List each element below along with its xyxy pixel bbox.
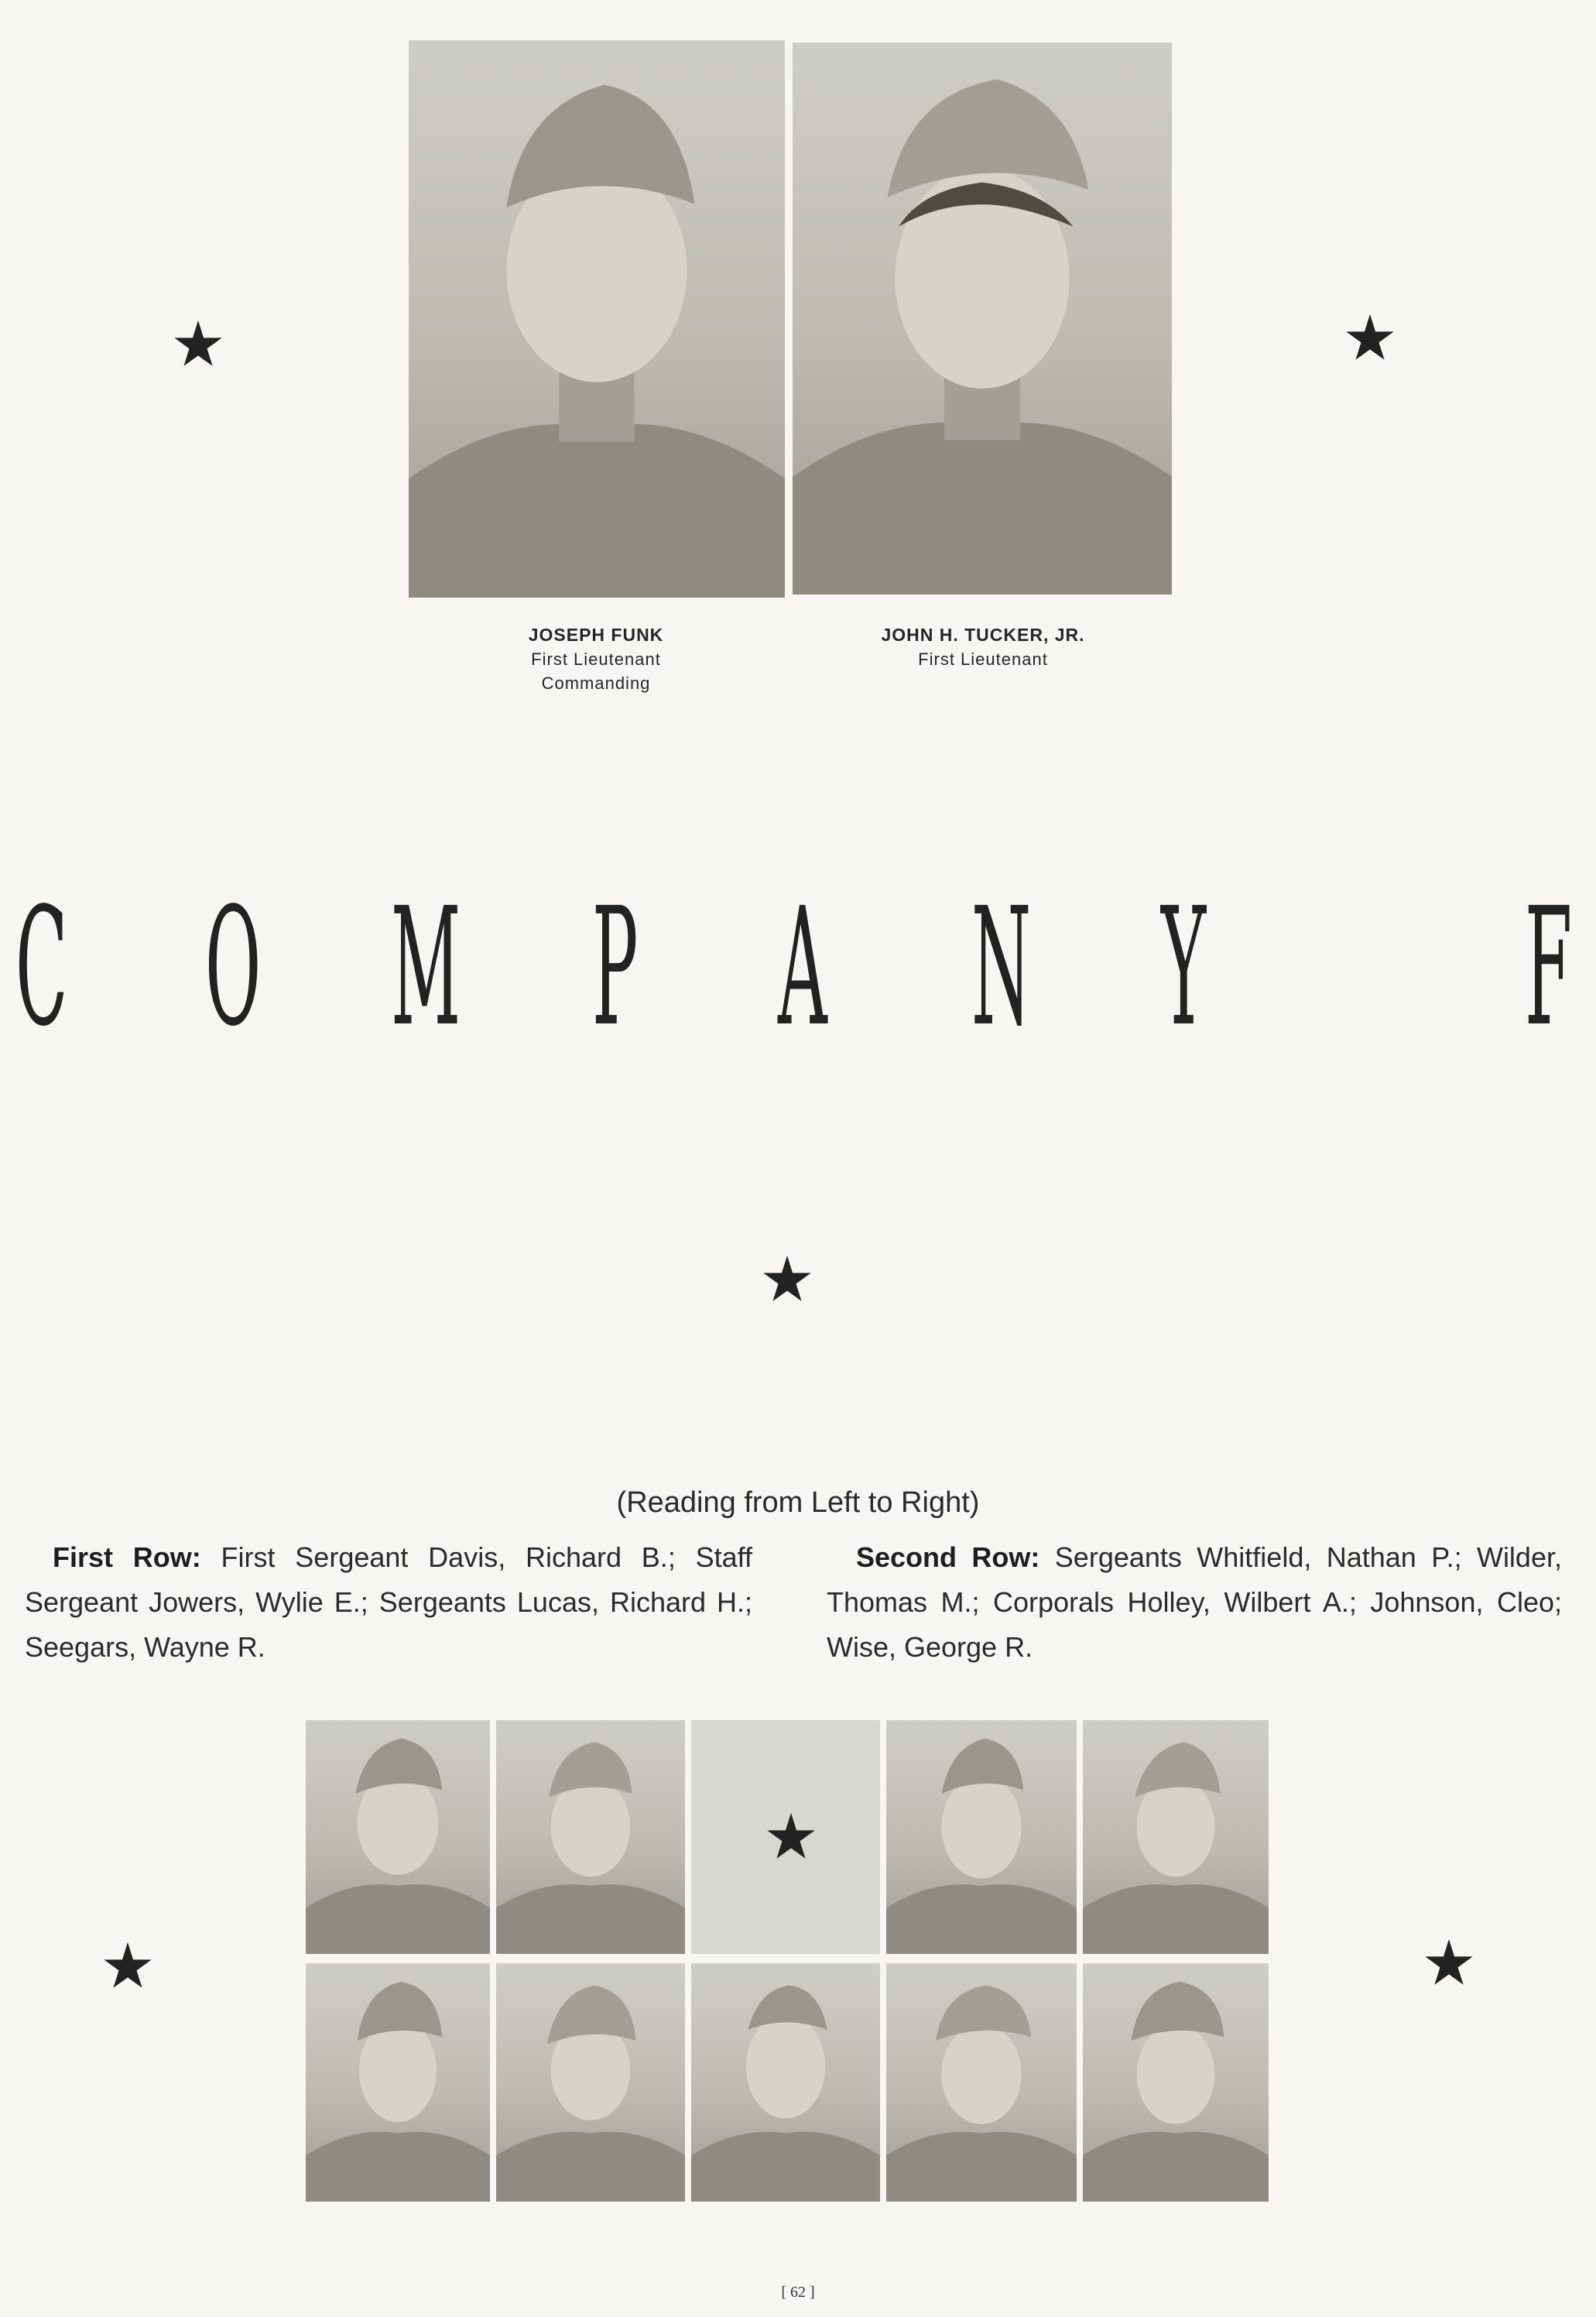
reading-note: (Reading from Left to Right) xyxy=(616,1486,980,1519)
soldier-portrait xyxy=(496,1963,685,2202)
star-icon xyxy=(762,1254,812,1304)
title-letter: C xyxy=(15,872,68,1062)
soldier-portrait xyxy=(886,1720,1077,1954)
soldier-portrait xyxy=(1083,1720,1269,1954)
title-letter: M xyxy=(391,872,461,1062)
soldier-portrait xyxy=(306,1963,490,2202)
soldier-portrait xyxy=(691,1963,880,2202)
star-icon xyxy=(103,1941,152,1990)
title-letter: A xyxy=(778,872,827,1062)
soldier-portrait xyxy=(306,1720,490,1954)
title-letter: P xyxy=(592,872,639,1062)
soldier-portrait xyxy=(1083,1963,1269,2202)
star-icon xyxy=(766,1811,816,1861)
officer-name: JOSEPH FUNK xyxy=(528,625,664,645)
officer-role: Commanding xyxy=(541,674,651,693)
second-row-description xyxy=(827,1535,1562,1670)
star-icon xyxy=(173,319,223,368)
officer-rank: First Lieutenant xyxy=(531,650,661,669)
page-title xyxy=(15,872,1587,1062)
officer-rank: First Lieutenant xyxy=(918,650,1048,669)
second-row-text: Sergeants Whitfield, Nathan P.; Wilder, Thomas M.; Corporals Holley, Wilbert A.; Johnson, Cleo; Wise, George R. xyxy=(827,1541,1562,1663)
star-placeholder-panel xyxy=(691,1720,880,1954)
soldier-portrait xyxy=(496,1720,685,1954)
first-row-text: First Sergeant Davis, Richard B.; Staff Sergeant Jowers, Wylie E.; Sergeants Lucas, Richard H.; Seegars, Wayne R. xyxy=(25,1541,752,1663)
second-row-label: Second Row: xyxy=(856,1541,1040,1573)
officer-name: JOHN H. TUCKER, JR. xyxy=(881,625,1085,645)
first-row-label: First Row: xyxy=(53,1541,201,1573)
title-letter: O xyxy=(205,872,262,1062)
title-letter: N xyxy=(971,872,1032,1062)
title-letter: Y xyxy=(1161,872,1207,1062)
star-icon xyxy=(1345,313,1395,362)
star-icon xyxy=(1424,1938,1474,1987)
officer-caption xyxy=(480,623,712,695)
title-letter: F xyxy=(1525,872,1573,1062)
page-number: [ 62 ] xyxy=(781,2284,815,2301)
officer-caption xyxy=(832,623,1134,671)
officer-portrait xyxy=(793,43,1172,595)
soldier-portrait xyxy=(886,1963,1077,2202)
first-row-description xyxy=(25,1535,752,1670)
officer-portrait xyxy=(409,40,785,598)
